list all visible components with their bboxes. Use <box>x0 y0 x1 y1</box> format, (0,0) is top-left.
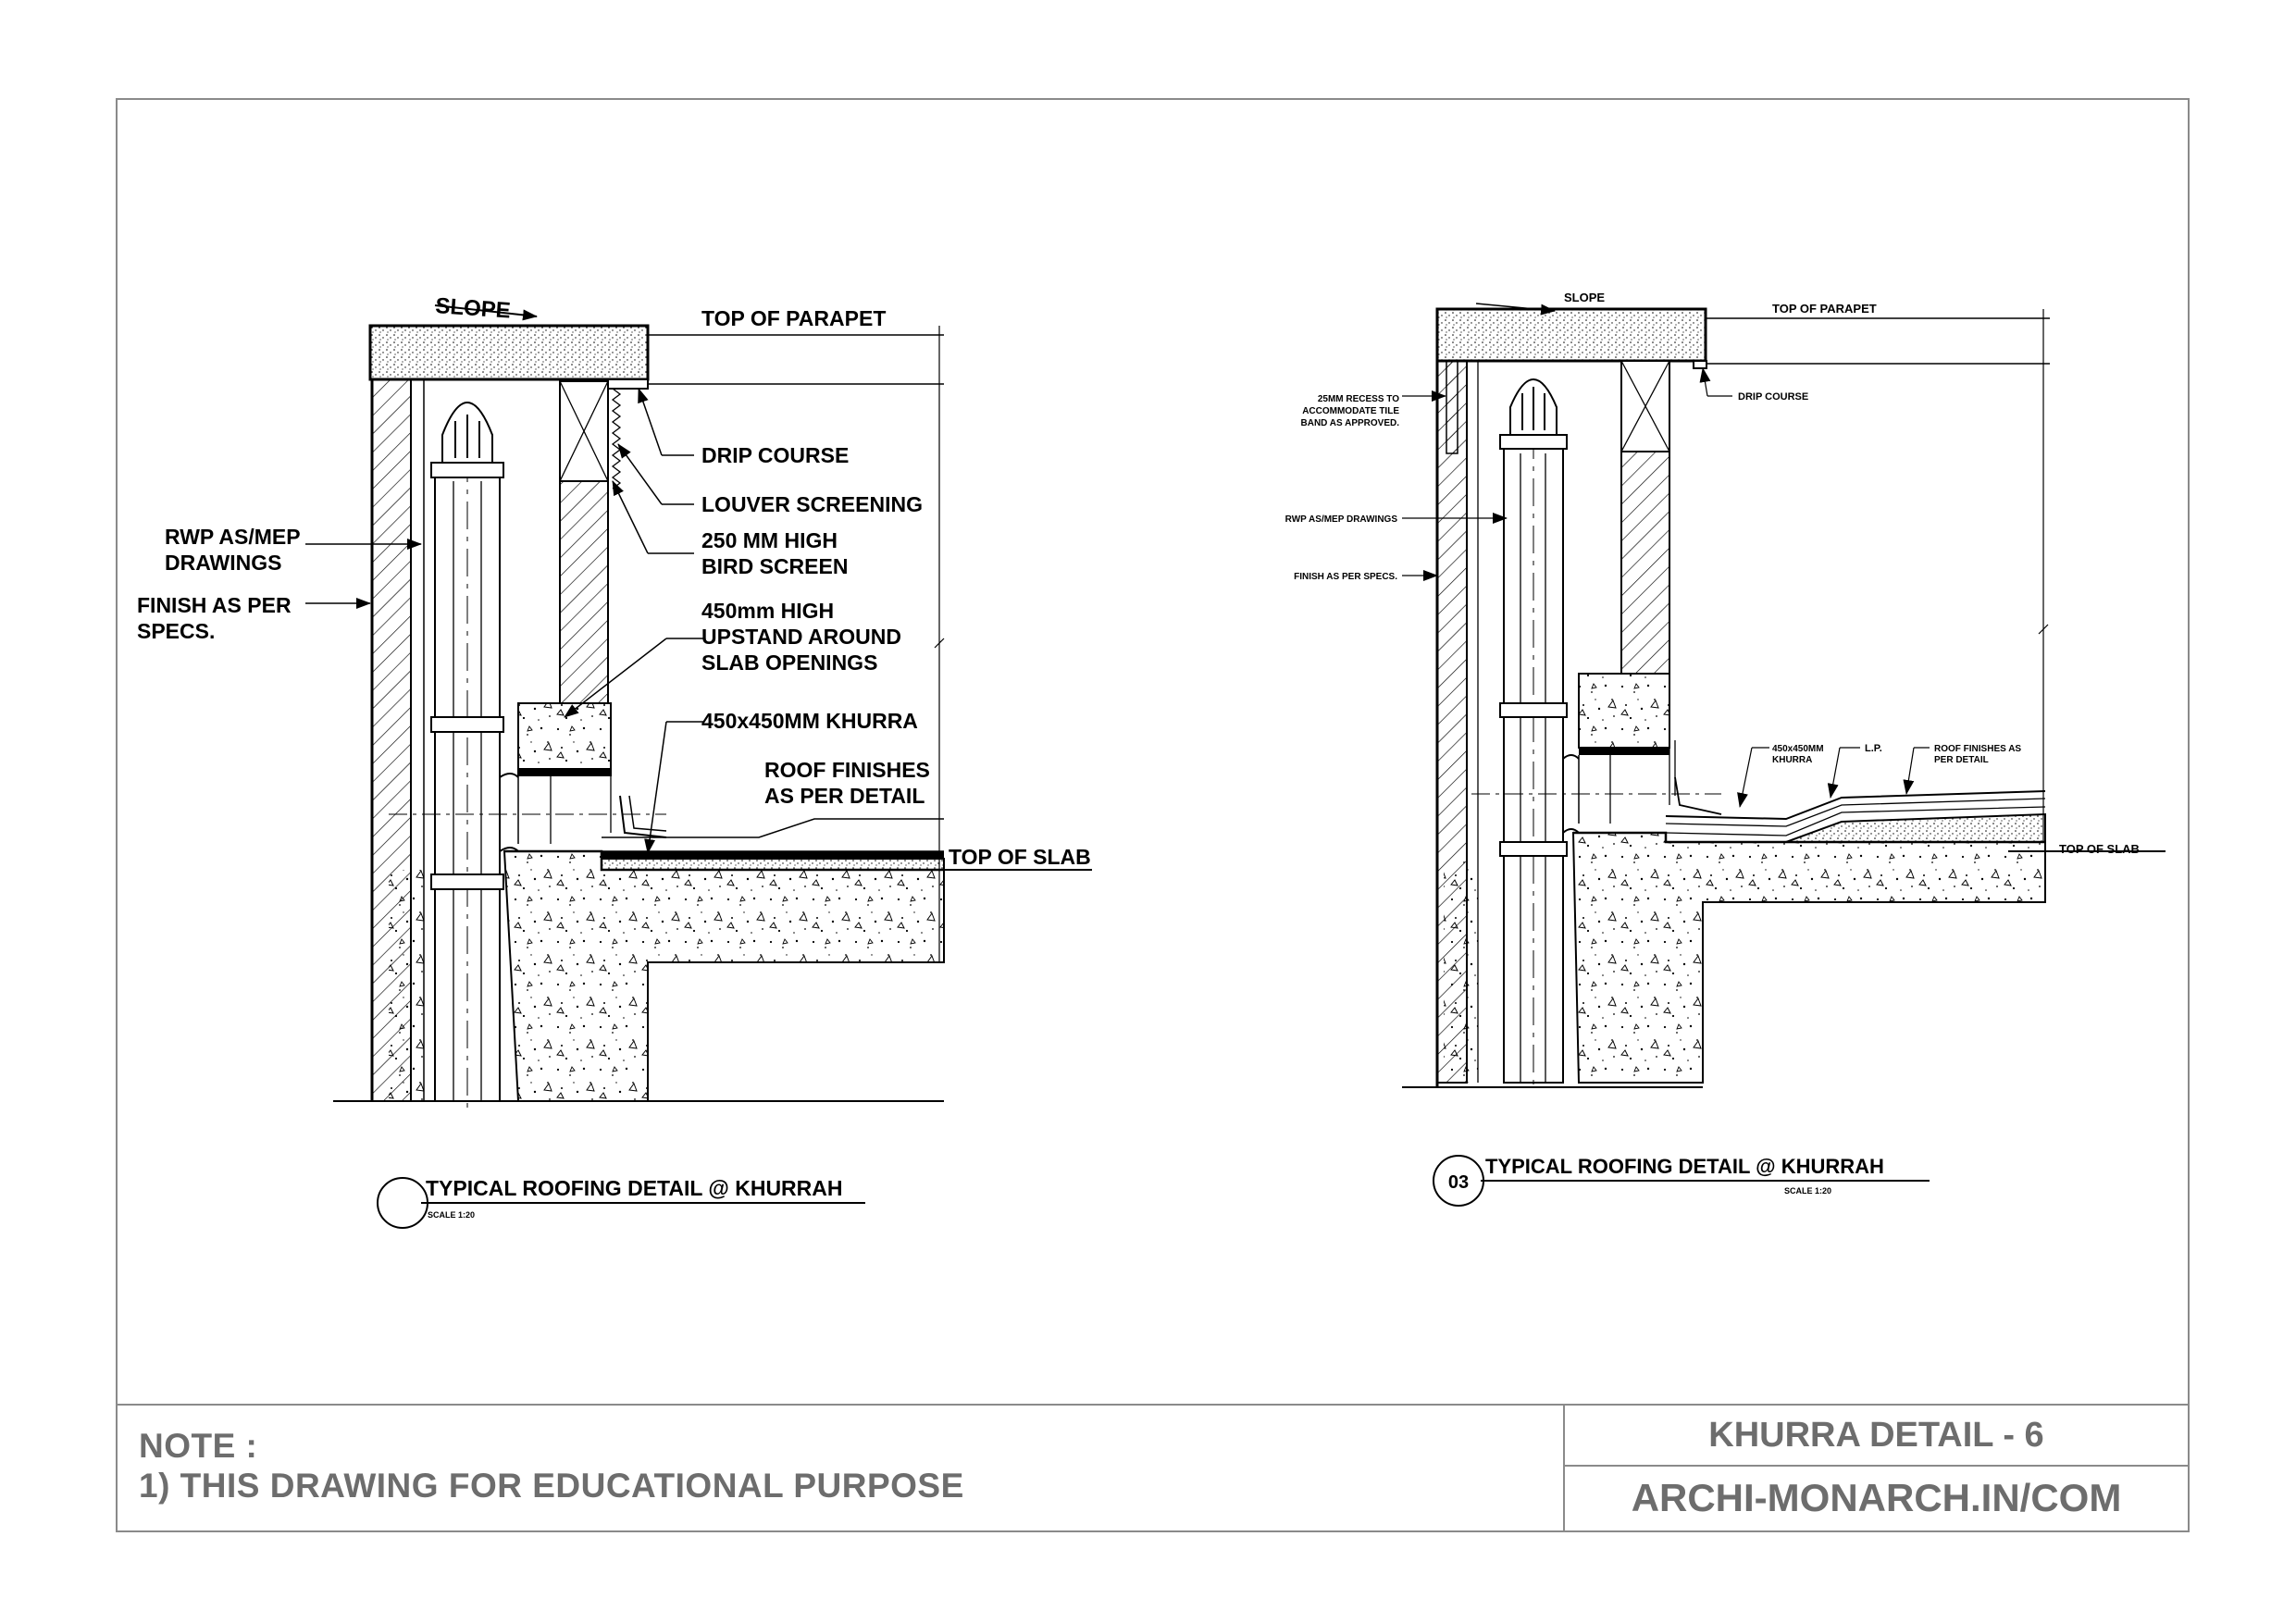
note-line: 1) THIS DRAWING FOR EDUCATIONAL PURPOSE <box>139 1467 964 1505</box>
left-detail-title: TYPICAL ROOFING DETAIL @ KHURRAH <box>426 1176 843 1200</box>
right-labels <box>1285 291 2140 1196</box>
right-recess-line3: BAND AS APPROVED. <box>1300 418 1399 428</box>
left-finish-line2: SPECS. <box>137 619 216 643</box>
left-top-of-parapet: TOP OF PARAPET <box>701 306 887 330</box>
right-detail-scale: SCALE 1:20 <box>1784 1186 1832 1196</box>
left-roofing-detail <box>305 305 1092 1228</box>
left-drip-course: DRIP COURSE <box>701 443 850 467</box>
right-recess-line2: ACCOMMODATE TILE <box>1302 406 1399 416</box>
left-upstand-line1: 450mm HIGH <box>701 599 835 623</box>
right-drip-course: DRIP COURSE <box>1738 391 1809 403</box>
right-rwp: RWP AS/MEP DRAWINGS <box>1285 514 1397 525</box>
left-khurra: 450x450MM KHURRA <box>701 709 918 733</box>
right-upstand <box>1579 674 1669 748</box>
left-upstand-line2: UPSTAND AROUND <box>701 625 901 649</box>
right-rain-water-pipe <box>1500 379 1567 1092</box>
right-slope-label: SLOPE <box>1564 291 1606 304</box>
left-slope-label: SLOPE <box>434 293 512 324</box>
left-detail-scale: SCALE 1:20 <box>428 1210 476 1220</box>
right-coping <box>1437 309 1706 361</box>
left-coping <box>370 326 648 379</box>
right-roof-finishes-line1: ROOF FINISHES AS <box>1934 744 2022 754</box>
left-bird-screen-line1: 250 MM HIGH <box>701 528 838 552</box>
left-bird-screen-line2: BIRD SCREEN <box>701 554 849 578</box>
left-rain-water-pipe <box>431 403 503 1110</box>
note-heading: NOTE : <box>139 1427 258 1465</box>
right-top-of-slab: TOP OF SLAB <box>2059 842 2140 856</box>
right-khurra-line2: KHURRA <box>1772 755 1813 765</box>
right-top-of-parapet: TOP OF PARAPET <box>1772 302 1877 316</box>
left-roof-finishes-line2: AS PER DETAIL <box>764 784 925 808</box>
left-roof-slab <box>504 851 944 1101</box>
right-lp: L.P. <box>1865 743 1882 754</box>
right-recess-line1: 25MM RECESS TO <box>1317 394 1399 404</box>
sheet-title: KHURRA DETAIL - 6 <box>1708 1416 2044 1455</box>
right-detail-title: TYPICAL ROOFING DETAIL @ KHURRAH <box>1485 1155 1884 1178</box>
left-rwp-line1: RWP AS/MEP <box>165 525 301 549</box>
left-upstand <box>518 703 611 775</box>
left-rwp-line2: DRAWINGS <box>165 551 282 575</box>
sheet-border <box>117 99 2189 1531</box>
right-khurra-line1: 450x450MM <box>1772 744 1824 754</box>
right-detail-number: 03 <box>1447 1172 1470 1193</box>
left-upstand-line3: SLAB OPENINGS <box>701 650 878 675</box>
right-finish: FINISH AS PER SPECS. <box>1294 572 1397 582</box>
left-roof-finishes-line1: ROOF FINISHES <box>764 758 930 782</box>
website-label: ARCHI-MONARCH.IN/COM <box>1631 1476 2122 1519</box>
left-detail-number-circle <box>378 1178 428 1228</box>
left-top-of-slab: TOP OF SLAB <box>949 845 1091 869</box>
left-louver-screening: LOUVER SCREENING <box>701 492 923 516</box>
right-roof-slab <box>1573 833 2045 1083</box>
right-roof-finishes-line2: PER DETAIL <box>1934 755 1989 765</box>
left-finish-line1: FINISH AS PER <box>137 593 292 617</box>
